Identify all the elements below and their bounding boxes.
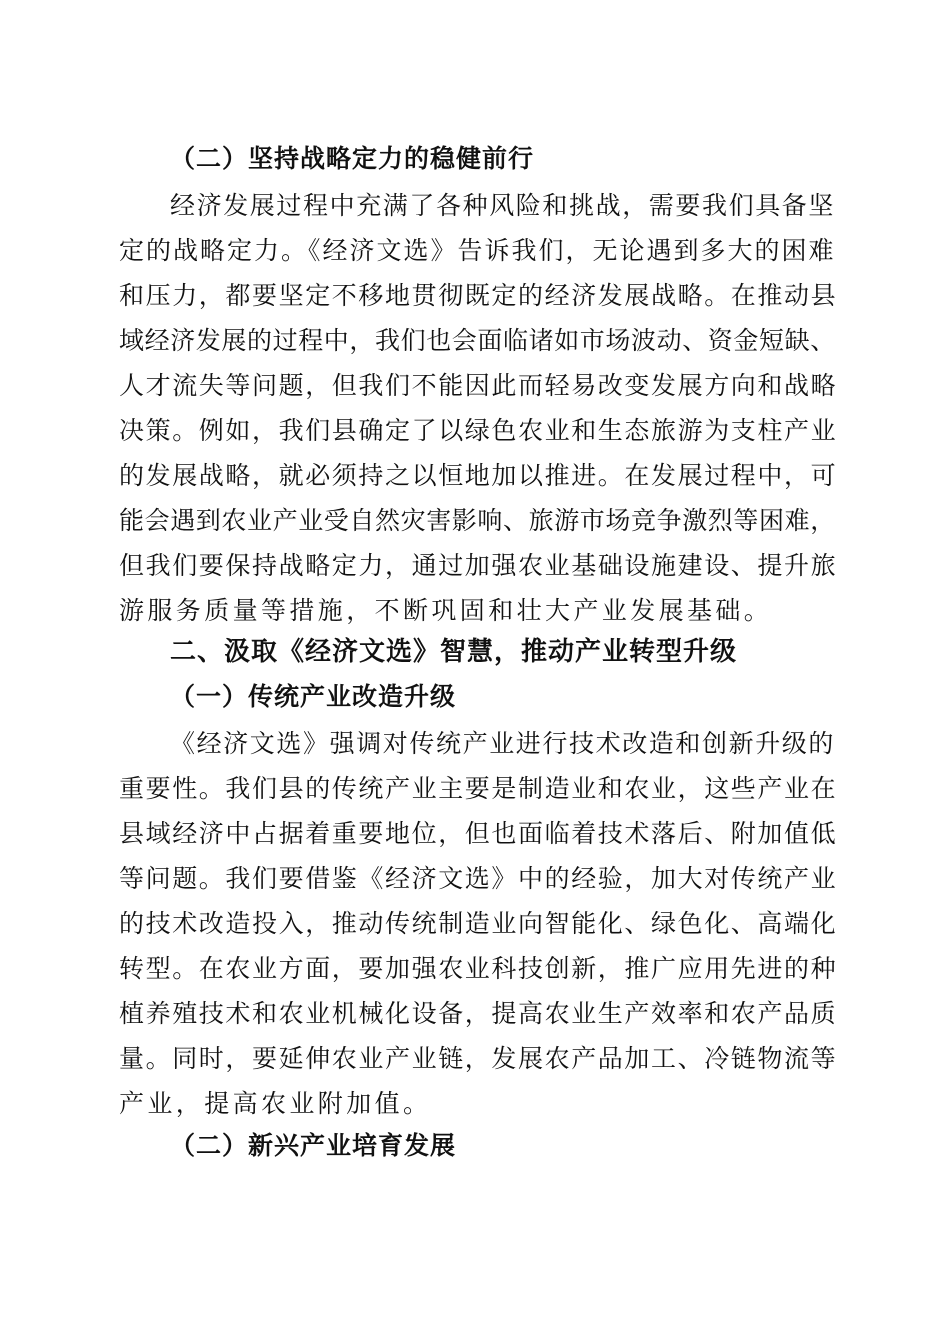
paragraph-1-line-7: 的发展战略，就必须持之以恒地加以推进。在发展过程中，可 bbox=[119, 461, 838, 490]
subheading-emerging-industry: （二）新兴产业培育发展 bbox=[170, 1131, 457, 1160]
paragraph-1-line-9: 但我们要保持战略定力，通过加强农业基础设施建设、提升旅 bbox=[119, 551, 838, 580]
paragraph-2-line-2: 重要性。我们县的传统产业主要是制造业和农业，这些产业在 bbox=[119, 774, 838, 803]
section-heading-industry-upgrade: 二、汲取《经济文选》智慧，推动产业转型升级 bbox=[170, 637, 738, 667]
subheading-strategic-focus: （二）坚持战略定力的稳健前行 bbox=[170, 144, 535, 173]
paragraph-2-line-9: 产业，提高农业附加值。 bbox=[119, 1089, 432, 1118]
paragraph-2-line-8: 量。同时，要延伸农业产业链，发展农产品加工、冷链物流等 bbox=[119, 1044, 838, 1073]
paragraph-2-line-4: 等问题。我们要借鉴《经济文选》中的经验，加大对传统产业 bbox=[119, 864, 838, 893]
paragraph-1-line-1: 经济发展过程中充满了各种风险和挑战，需要我们具备坚 bbox=[170, 191, 836, 220]
paragraph-1-line-2: 定的战略定力。《经济文选》告诉我们，无论遇到多大的困难 bbox=[119, 236, 836, 265]
paragraph-1-line-6: 决策。例如，我们县确定了以绿色农业和生态旅游为支柱产业 bbox=[119, 416, 838, 445]
paragraph-2-line-1: 《经济文选》强调对传统产业进行技术改造和创新升级的 bbox=[170, 729, 836, 758]
paragraph-2-line-7: 植养殖技术和农业机械化设备，提高农业生产效率和农产品质 bbox=[119, 999, 838, 1028]
subheading-traditional-industry: （一）传统产业改造升级 bbox=[170, 682, 457, 711]
paragraph-1-line-8: 能会遇到农业产业受自然灾害影响、旅游市场竞争激烈等困难， bbox=[119, 506, 836, 535]
paragraph-2-line-6: 转型。在农业方面，要加强农业科技创新，推广应用先进的种 bbox=[119, 954, 838, 983]
paragraph-1-line-5: 人才流失等问题，但我们不能因此而轻易改变发展方向和战略 bbox=[119, 371, 838, 400]
paragraph-1-line-3: 和压力，都要坚定不移地贯彻既定的经济发展战略。在推动县 bbox=[119, 281, 838, 310]
paragraph-1-line-10: 游服务质量等措施，不断巩固和壮大产业发展基础。 bbox=[119, 596, 773, 625]
paragraph-2-line-3: 县域经济中占据着重要地位，但也面临着技术落后、附加值低 bbox=[119, 819, 838, 848]
paragraph-1-line-4: 域经济发展的过程中，我们也会面临诸如市场波动、资金短缺、 bbox=[119, 326, 836, 355]
paragraph-2-line-5: 的技术改造投入，推动传统制造业向智能化、绿色化、高端化 bbox=[119, 909, 838, 938]
